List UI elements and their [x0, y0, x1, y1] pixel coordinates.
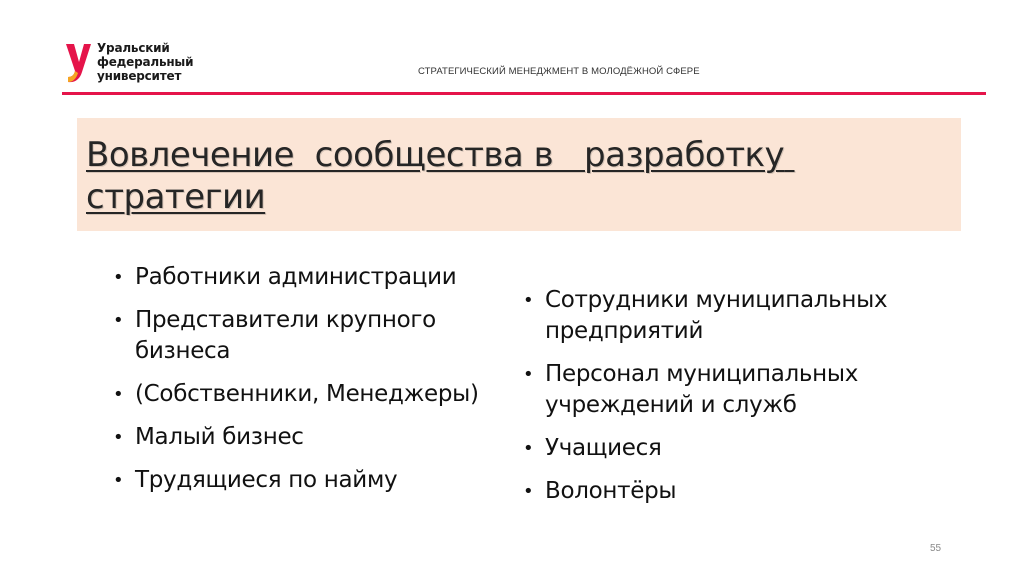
list-item	[523, 285, 943, 347]
right-bullet-list	[523, 285, 943, 519]
list-item-text: Малый бизнес	[135, 424, 304, 450]
list-item	[523, 433, 943, 464]
list-item-text: Сотрудники муниципальных предприятий	[545, 287, 888, 344]
list-item-text: Учащиеся	[545, 435, 662, 461]
bullet-icon: •	[523, 438, 534, 459]
list-item	[113, 422, 513, 453]
bullet-icon: •	[113, 427, 124, 448]
bullet-icon: •	[113, 267, 124, 288]
list-item	[523, 476, 943, 507]
bullet-icon: •	[523, 290, 534, 311]
bullet-icon: •	[523, 481, 534, 502]
list-item-text: Персонал муниципальных учреждений и служб	[545, 361, 859, 418]
course-title: СТРАТЕГИЧЕСКИЙ МЕНЕДЖМЕНТ В МОЛОДЁЖНОЙ СФЕРЕ	[418, 66, 700, 77]
list-item-text: Представители крупного бизнеса	[135, 307, 436, 364]
list-item	[113, 465, 513, 496]
bullet-icon: •	[523, 364, 534, 385]
logo-line-3: университет	[97, 69, 182, 83]
list-item-text: Работники администрации	[135, 264, 457, 290]
slide-title: Вовлечение сообщества в разработку стратегии	[86, 135, 795, 217]
header-divider	[62, 92, 986, 95]
logo-line-1: Уральский	[97, 41, 170, 55]
page-number: 55	[930, 543, 942, 554]
list-item	[523, 359, 943, 421]
list-item-text: Волонтёры	[545, 478, 677, 504]
list-item	[113, 379, 513, 410]
bullet-icon: •	[113, 470, 124, 491]
list-item	[113, 305, 513, 367]
bullet-icon: •	[113, 310, 124, 331]
list-item-text: (Собственники, Менеджеры)	[135, 381, 479, 407]
left-bullet-list	[113, 262, 513, 508]
university-logo-icon	[64, 42, 92, 84]
logo-line-2: федеральный	[97, 55, 194, 69]
bullet-icon: •	[113, 384, 124, 405]
university-logo-text	[97, 41, 193, 83]
list-item-text: Трудящиеся по найму	[135, 467, 398, 493]
list-item	[113, 262, 513, 293]
